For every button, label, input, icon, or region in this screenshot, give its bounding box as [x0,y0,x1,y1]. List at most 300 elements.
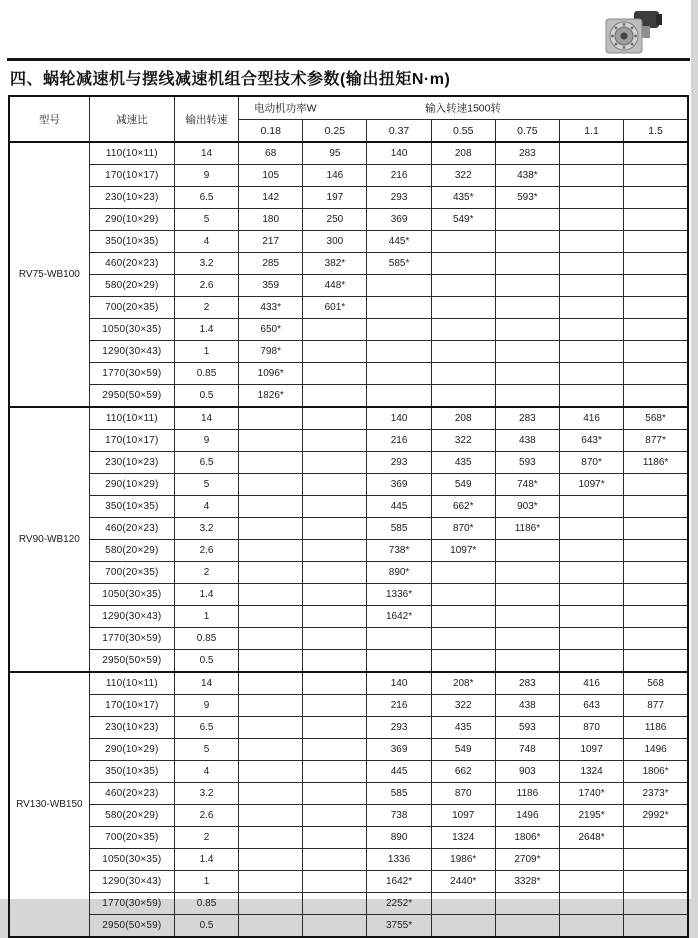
output-speed-cell: 0.5 [174,385,238,408]
ratio-cell: 1290(30×43) [89,606,174,628]
torque-value-cell: 1096* [239,363,303,385]
torque-value-cell [239,407,303,430]
torque-value-cell [624,209,688,231]
torque-value-cell: 2992* [624,805,688,827]
torque-value-cell: 1806* [624,761,688,783]
output-speed-cell: 1.4 [174,319,238,341]
table-row [9,628,688,650]
torque-value-cell [559,540,623,562]
torque-value-cell: 283 [495,672,559,695]
torque-value-cell [559,849,623,871]
output-speed-cell: 3.2 [174,783,238,805]
ratio-cell: 290(10×29) [89,474,174,496]
torque-value-cell [303,540,367,562]
torque-value-cell: 662 [431,761,495,783]
ratio-cell: 580(20×29) [89,805,174,827]
output-speed-cell: 6.5 [174,452,238,474]
torque-value-cell [624,142,688,165]
torque-value-cell: 549 [431,739,495,761]
power-col-0.55: 0.55 [431,120,495,143]
torque-value-cell [624,496,688,518]
torque-value-cell [495,915,559,938]
torque-value-cell [303,650,367,673]
torque-value-cell [495,385,559,408]
torque-value-cell [367,628,431,650]
torque-value-cell: 217 [239,231,303,253]
table-row [9,187,688,209]
torque-value-cell [239,915,303,938]
torque-value-cell [495,562,559,584]
torque-value-cell: 593 [495,717,559,739]
torque-value-cell [367,385,431,408]
torque-value-cell [559,319,623,341]
torque-value-cell [624,253,688,275]
power-group-header [239,96,688,120]
torque-value-cell: 1324 [559,761,623,783]
ratio-cell: 110(10×11) [89,672,174,695]
torque-value-cell [239,695,303,717]
torque-value-cell: 870 [559,717,623,739]
output-speed-cell: 2 [174,562,238,584]
torque-value-cell: 105 [239,165,303,187]
torque-value-cell [559,231,623,253]
torque-value-cell [559,209,623,231]
torque-value-cell: 568 [624,672,688,695]
table-row [9,275,688,297]
torque-value-cell: 448* [303,275,367,297]
model-cell: RV130-WB150 [9,672,89,937]
torque-value-cell [431,628,495,650]
torque-value-cell: 748 [495,739,559,761]
power-col-1.5: 1.5 [624,120,688,143]
torque-value-cell [239,474,303,496]
table-row [9,805,688,827]
torque-value-cell: 435 [431,452,495,474]
torque-value-cell: 798* [239,341,303,363]
torque-value-cell [624,871,688,893]
torque-value-cell [303,672,367,695]
output-speed-cell: 0.85 [174,893,238,915]
table-row [9,430,688,452]
table-row [9,297,688,319]
output-speed-cell: 3.2 [174,518,238,540]
output-speed-cell: 6.5 [174,187,238,209]
table-row [9,761,688,783]
table-row [9,253,688,275]
output-speed-cell: 5 [174,209,238,231]
torque-value-cell: 1097 [559,739,623,761]
torque-value-cell: 369 [367,474,431,496]
torque-value-cell: 197 [303,187,367,209]
torque-value-cell: 870* [431,518,495,540]
table-row [9,407,688,430]
torque-value-cell [495,297,559,319]
title-rule [7,58,690,61]
torque-value-cell: 300 [303,231,367,253]
torque-value-cell [431,297,495,319]
torque-value-cell: 1097 [431,805,495,827]
torque-value-cell [624,275,688,297]
output-speed-cell: 1 [174,606,238,628]
torque-value-cell: 250 [303,209,367,231]
torque-value-cell [303,341,367,363]
table-row [9,584,688,606]
torque-value-cell [239,871,303,893]
torque-value-cell: 877 [624,695,688,717]
torque-value-cell: 643* [559,430,623,452]
torque-value-cell: 293 [367,187,431,209]
output-speed-cell: 9 [174,430,238,452]
torque-value-cell: 593 [495,452,559,474]
torque-value-cell [495,231,559,253]
torque-value-cell [559,606,623,628]
table-row [9,319,688,341]
torque-value-cell [431,650,495,673]
torque-value-cell [239,761,303,783]
torque-value-cell: 870 [431,783,495,805]
ratio-cell: 1770(30×59) [89,628,174,650]
torque-value-cell [559,142,623,165]
table-row [9,739,688,761]
output-speed-cell: 4 [174,761,238,783]
torque-value-cell [624,187,688,209]
torque-value-cell [239,628,303,650]
torque-value-cell [367,297,431,319]
output-speed-cell: 3.2 [174,253,238,275]
torque-value-cell [239,452,303,474]
torque-value-cell [624,562,688,584]
torque-value-cell [559,496,623,518]
torque-value-cell [431,341,495,363]
table-row [9,783,688,805]
torque-value-cell: 1324 [431,827,495,849]
torque-value-cell [495,341,559,363]
table-row [9,142,688,165]
torque-value-cell [624,297,688,319]
torque-value-cell [495,363,559,385]
torque-value-cell [303,518,367,540]
torque-value-cell: 1097* [559,474,623,496]
ratio-cell: 350(10×35) [89,496,174,518]
torque-value-cell [624,231,688,253]
torque-value-cell: 283 [495,407,559,430]
torque-value-cell [431,231,495,253]
torque-value-cell [303,915,367,938]
torque-value-cell [303,783,367,805]
torque-value-cell [559,893,623,915]
torque-value-cell [495,319,559,341]
torque-value-cell [495,253,559,275]
ratio-cell: 110(10×11) [89,142,174,165]
output-speed-cell: 4 [174,231,238,253]
torque-value-cell: 1642* [367,606,431,628]
torque-value-cell [624,849,688,871]
ratio-cell: 1050(30×35) [89,319,174,341]
power-col-0.25: 0.25 [303,120,367,143]
table-row [9,915,688,938]
model-cell: RV90-WB120 [9,407,89,672]
torque-value-cell [239,540,303,562]
torque-value-cell [303,695,367,717]
torque-value-cell [559,518,623,540]
torque-value-cell [624,827,688,849]
torque-value-cell: 322 [431,430,495,452]
torque-value-cell: 369 [367,739,431,761]
ratio-cell: 2950(50×59) [89,915,174,938]
torque-value-cell: 3755* [367,915,431,938]
torque-value-cell [367,275,431,297]
torque-value-cell [303,849,367,871]
table-row [9,871,688,893]
torque-value-cell [624,474,688,496]
torque-value-cell: 3328* [495,871,559,893]
ratio-cell: 1290(30×43) [89,871,174,893]
torque-value-cell: 2373* [624,783,688,805]
table-row [9,209,688,231]
torque-value-cell [303,739,367,761]
torque-value-cell [624,341,688,363]
output-speed-cell: 2 [174,827,238,849]
torque-value-cell [303,717,367,739]
torque-value-cell: 433* [239,297,303,319]
torque-value-cell: 146 [303,165,367,187]
torque-value-cell [495,209,559,231]
torque-value-cell [624,893,688,915]
torque-value-cell [495,275,559,297]
torque-value-cell: 2709* [495,849,559,871]
ratio-cell: 350(10×35) [89,761,174,783]
ratio-cell: 460(20×23) [89,518,174,540]
torque-value-cell: 208 [431,142,495,165]
torque-value-cell [624,915,688,938]
torque-value-cell: 890 [367,827,431,849]
output-speed-cell: 5 [174,739,238,761]
input-speed-label: 输入转速1500转 [425,102,501,115]
torque-value-cell: 438* [495,165,559,187]
torque-value-cell: 140 [367,672,431,695]
torque-value-cell: 435 [431,717,495,739]
torque-value-cell: 1496 [495,805,559,827]
torque-value-cell [559,253,623,275]
torque-value-cell: 568* [624,407,688,430]
torque-value-cell [559,363,623,385]
ratio-cell: 460(20×23) [89,783,174,805]
torque-value-cell [303,496,367,518]
table-row [9,650,688,673]
power-col-1.1: 1.1 [559,120,623,143]
output-speed-cell: 2.6 [174,805,238,827]
torque-value-cell [559,275,623,297]
header-row-1 [9,96,688,120]
torque-value-cell: 1186* [624,452,688,474]
torque-value-cell [495,540,559,562]
motor-power-label: 电动机功率W [254,102,317,115]
torque-value-cell [624,385,688,408]
torque-value-cell: 322 [431,165,495,187]
table-row [9,606,688,628]
table-row [9,452,688,474]
torque-value-cell: 903 [495,761,559,783]
torque-value-cell: 1496 [624,739,688,761]
ratio-cell: 700(20×35) [89,562,174,584]
torque-value-cell: 877* [624,430,688,452]
torque-value-cell [431,253,495,275]
torque-value-cell: 1642* [367,871,431,893]
ratio-cell: 290(10×29) [89,209,174,231]
output-speed-cell: 0.5 [174,650,238,673]
torque-value-cell [559,562,623,584]
torque-value-cell [303,827,367,849]
output-speed-cell: 0.85 [174,628,238,650]
torque-value-cell [239,606,303,628]
table-row [9,363,688,385]
torque-value-cell [367,363,431,385]
table-row [9,231,688,253]
torque-value-cell [495,628,559,650]
torque-value-cell [303,893,367,915]
torque-value-cell [303,761,367,783]
ratio-cell: 2950(50×59) [89,385,174,408]
torque-value-cell [239,739,303,761]
torque-value-cell: 416 [559,407,623,430]
torque-value-cell [239,805,303,827]
ratio-cell: 230(10×23) [89,187,174,209]
torque-value-cell [624,540,688,562]
torque-value-cell [495,893,559,915]
torque-value-cell [559,297,623,319]
table-row [9,165,688,187]
torque-value-cell [431,893,495,915]
torque-value-cell: 369 [367,209,431,231]
torque-value-cell: 216 [367,430,431,452]
torque-value-cell: 95 [303,142,367,165]
torque-value-cell: 416 [559,672,623,695]
torque-value-cell [303,452,367,474]
torque-value-cell [559,628,623,650]
table-row [9,385,688,408]
torque-value-cell [303,606,367,628]
torque-value-cell: 2195* [559,805,623,827]
torque-value-cell [239,893,303,915]
ratio-cell: 700(20×35) [89,827,174,849]
torque-value-cell [303,319,367,341]
torque-value-cell [559,915,623,938]
torque-value-cell [624,628,688,650]
ratio-cell: 2950(50×59) [89,650,174,673]
torque-value-cell [303,584,367,606]
model-cell: RV75-WB100 [9,142,89,407]
torque-value-cell: 1986* [431,849,495,871]
output-speed-cell: 9 [174,695,238,717]
torque-value-cell [367,341,431,363]
ratio-cell: 580(20×29) [89,275,174,297]
torque-value-cell [559,187,623,209]
torque-value-cell: 68 [239,142,303,165]
ratio-cell: 230(10×23) [89,452,174,474]
torque-value-cell: 283 [495,142,559,165]
torque-value-cell [239,849,303,871]
gearbox-photo [594,6,666,58]
ratio-cell: 350(10×35) [89,231,174,253]
torque-value-cell [239,584,303,606]
torque-value-cell [239,430,303,452]
torque-value-cell: 140 [367,407,431,430]
torque-value-cell: 438 [495,430,559,452]
torque-value-cell: 180 [239,209,303,231]
spec-table [8,95,689,938]
table-row [9,518,688,540]
torque-value-cell: 1826* [239,385,303,408]
torque-value-cell: 359 [239,275,303,297]
table-row [9,341,688,363]
torque-value-cell: 140 [367,142,431,165]
ratio-cell: 460(20×23) [89,253,174,275]
torque-value-cell: 208 [431,407,495,430]
output-speed-cell: 2.6 [174,540,238,562]
torque-value-cell [239,783,303,805]
table-row [9,496,688,518]
ratio-cell: 1770(30×59) [89,893,174,915]
torque-value-cell: 585 [367,783,431,805]
torque-value-cell: 142 [239,187,303,209]
output-speed-cell: 4 [174,496,238,518]
torque-value-cell [431,606,495,628]
torque-value-cell: 322 [431,695,495,717]
output-speed-cell: 14 [174,142,238,165]
ratio-cell: 580(20×29) [89,540,174,562]
torque-value-cell: 748* [495,474,559,496]
table-row [9,540,688,562]
output-speed-cell: 0.85 [174,363,238,385]
torque-value-cell: 208* [431,672,495,695]
output-speed-cell: 2 [174,297,238,319]
output-speed-cell: 14 [174,407,238,430]
torque-value-cell: 293 [367,717,431,739]
torque-value-cell [239,650,303,673]
torque-value-cell: 549 [431,474,495,496]
torque-value-cell [303,562,367,584]
torque-value-cell [303,474,367,496]
output-speed-cell: 5 [174,474,238,496]
ratio-header: 减速比 [89,96,174,142]
power-col-0.18: 0.18 [239,120,303,143]
torque-value-cell [303,407,367,430]
torque-value-cell: 903* [495,496,559,518]
page-title: 四、蜗轮减速机与摆线减速机组合型技术参数(输出扭矩N·m) [10,71,451,88]
output-speed-cell: 1.4 [174,849,238,871]
output-speed-cell: 1 [174,341,238,363]
torque-value-cell [367,319,431,341]
torque-value-cell [559,341,623,363]
ratio-cell: 1770(30×59) [89,363,174,385]
table-row [9,695,688,717]
table-row [9,717,688,739]
table-body [9,142,688,937]
torque-value-cell: 890* [367,562,431,584]
ratio-cell: 290(10×29) [89,739,174,761]
torque-value-cell [559,165,623,187]
torque-value-cell [367,650,431,673]
ratio-cell: 170(10×17) [89,165,174,187]
torque-value-cell [303,430,367,452]
torque-value-cell: 738* [367,540,431,562]
torque-value-cell: 738 [367,805,431,827]
torque-value-cell [239,518,303,540]
output-speed-cell: 14 [174,672,238,695]
torque-value-cell: 1806* [495,827,559,849]
ratio-cell: 1290(30×43) [89,341,174,363]
torque-value-cell [624,650,688,673]
